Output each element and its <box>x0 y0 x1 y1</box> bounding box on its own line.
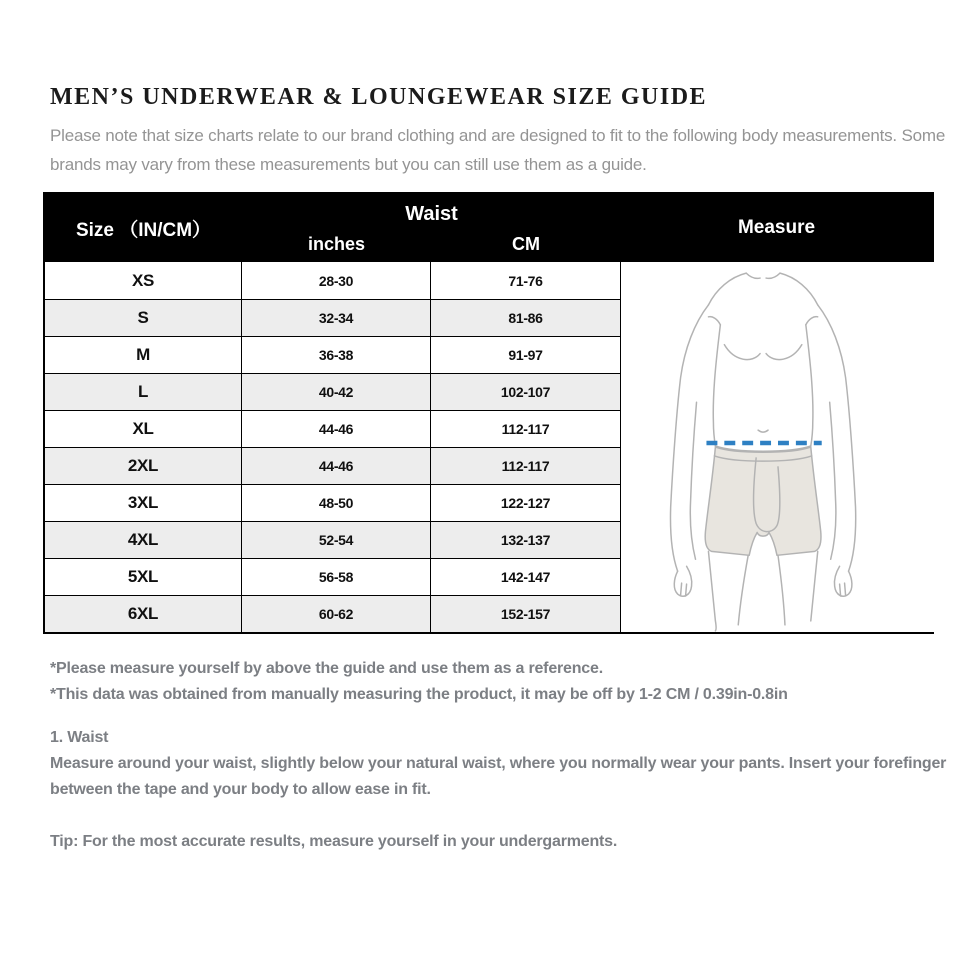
table-row-inches: 40-42 <box>242 373 431 410</box>
waist-section <box>50 725 947 855</box>
table-row-cm: 152-157 <box>431 595 621 632</box>
briefs-shape <box>705 447 821 555</box>
header-inches: inches <box>307 233 366 254</box>
table-row-size: L <box>45 373 242 410</box>
table-row-size: 2XL <box>45 447 242 484</box>
table-row-cm: 142-147 <box>431 558 621 595</box>
intro-line-2: brands may vary from these measurements but you can still use them as a guide. <box>50 155 647 174</box>
header-waist-group <box>242 194 621 262</box>
page-title: MEN’S UNDERWEAR & LOUNGEWEAR SIZE GUIDE <box>50 84 708 110</box>
measure-illustration-cell <box>621 262 934 632</box>
table-row-cm: 132-137 <box>431 521 621 558</box>
header-size: Size （IN/CM） <box>75 219 212 241</box>
size-table-header <box>45 194 932 262</box>
table-row-size: M <box>45 336 242 373</box>
tip-text: Tip: For the most accurate results, measure yourself in your undergarments. <box>50 833 618 850</box>
table-row-inches: 32-34 <box>242 299 431 336</box>
table-row-size: 6XL <box>45 595 242 632</box>
table-row-size: 4XL <box>45 521 242 558</box>
footnote-2: *This data was obtained from manually measuring the product, it may be off by 1-2 CM / 0.39in-0.8in <box>50 686 788 703</box>
table-row-cm: 102-107 <box>431 373 621 410</box>
footnote-1: *Please measure yourself by above the guide and use them as a reference. <box>50 660 603 677</box>
size-table-body <box>45 262 932 632</box>
table-row-inches: 36-38 <box>242 336 431 373</box>
header-cm: CM <box>512 233 540 254</box>
waist-section-line-1: Measure around your waist, slightly below your natural waist, where you normally wear your pants. Insert your forefinger <box>50 755 947 772</box>
table-row-cm: 112-117 <box>431 410 621 447</box>
table-row-inches: 48-50 <box>242 484 431 521</box>
header-waist: Waist <box>405 203 458 225</box>
header-measure: Measure <box>737 217 816 238</box>
table-row-cm: 91-97 <box>431 336 621 373</box>
table-row-size: 5XL <box>45 558 242 595</box>
waist-section-title: 1. Waist <box>50 729 109 746</box>
table-row-inches: 44-46 <box>242 447 431 484</box>
intro-text <box>50 121 946 179</box>
waist-section-line-2: between the tape and your body to allow ease in fit. <box>50 781 431 798</box>
size-table <box>43 192 934 634</box>
table-row-inches: 56-58 <box>242 558 431 595</box>
header-waist-subrow <box>242 226 621 262</box>
torso-outline <box>670 273 855 631</box>
table-row-size: XS <box>45 262 242 299</box>
table-row-inches: 52-54 <box>242 521 431 558</box>
footnotes <box>50 656 939 708</box>
table-row-cm: 122-127 <box>431 484 621 521</box>
table-row-size: XL <box>45 410 242 447</box>
table-row-inches: 60-62 <box>242 595 431 632</box>
torso-figure <box>621 262 934 632</box>
table-row-cm: 71-76 <box>431 262 621 299</box>
table-row-inches: 28-30 <box>242 262 431 299</box>
table-row-cm: 81-86 <box>431 299 621 336</box>
table-row-size: S <box>45 299 242 336</box>
table-row-cm: 112-117 <box>431 447 621 484</box>
table-row-inches: 44-46 <box>242 410 431 447</box>
table-row-size: 3XL <box>45 484 242 521</box>
intro-line-1: Please note that size charts relate to our brand clothing and are designed to fit to the following body measurements. Some <box>50 126 946 145</box>
